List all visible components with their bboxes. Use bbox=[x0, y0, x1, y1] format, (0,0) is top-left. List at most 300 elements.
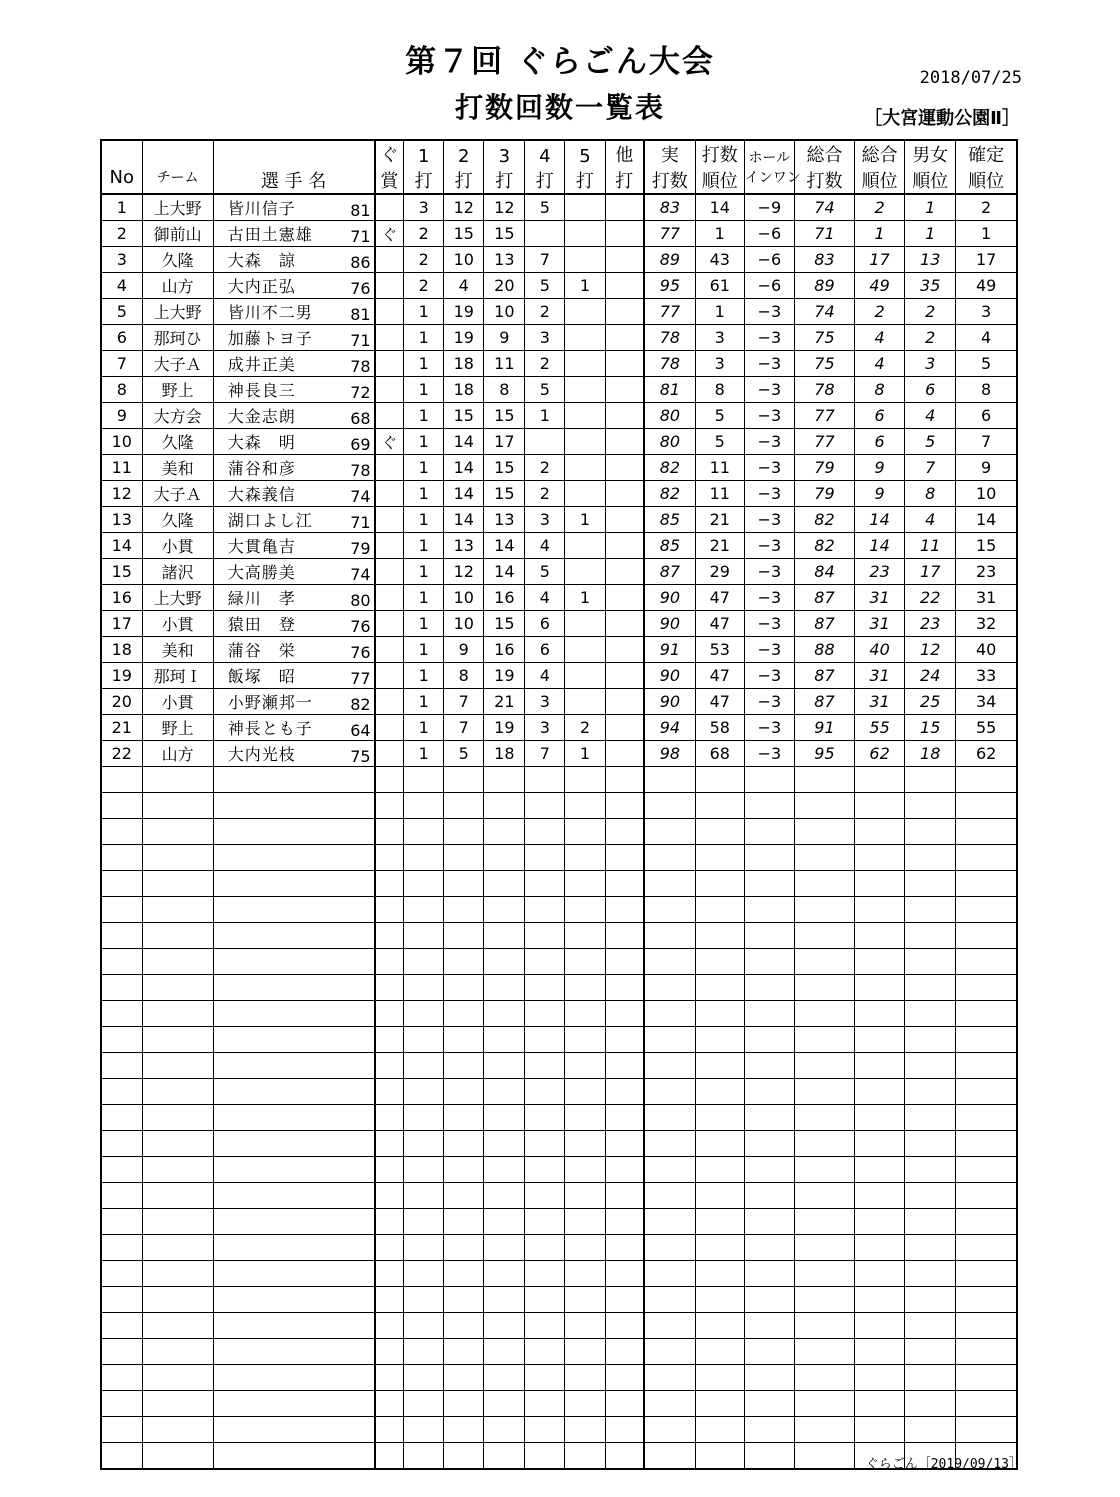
cell-other bbox=[605, 689, 644, 715]
cell-total bbox=[794, 1209, 854, 1235]
cell-gender: 11 bbox=[905, 533, 956, 559]
cell-s4 bbox=[525, 1417, 565, 1443]
cell-s3 bbox=[484, 819, 525, 845]
cell-gu bbox=[375, 351, 404, 377]
cell-s3 bbox=[484, 1313, 525, 1339]
cell-name bbox=[213, 1417, 345, 1443]
cell-gu bbox=[375, 637, 404, 663]
cell-gender bbox=[905, 1157, 956, 1183]
cell-s5 bbox=[565, 194, 605, 221]
cell-s3: 15 bbox=[484, 403, 525, 429]
empty-row bbox=[101, 1287, 1017, 1313]
cell-s5 bbox=[565, 1235, 605, 1261]
cell-total: 75 bbox=[794, 325, 854, 351]
cell-s1 bbox=[404, 1027, 444, 1053]
cell-totalrank bbox=[855, 1287, 905, 1313]
cell-no bbox=[101, 1365, 142, 1391]
cell-s1: 1 bbox=[404, 325, 444, 351]
cell-s2 bbox=[444, 845, 484, 871]
cell-age bbox=[346, 871, 375, 897]
cell-hio: −3 bbox=[744, 533, 794, 559]
cell-other bbox=[605, 299, 644, 325]
cell-s4 bbox=[525, 1105, 565, 1131]
cell-no bbox=[101, 1339, 142, 1365]
cell-s3: 14 bbox=[484, 533, 525, 559]
cell-total bbox=[794, 1027, 854, 1053]
cell-s4 bbox=[525, 1313, 565, 1339]
cell-s5 bbox=[565, 1105, 605, 1131]
table-row bbox=[101, 403, 1017, 429]
empty-row bbox=[101, 1105, 1017, 1131]
cell-total: 77 bbox=[794, 429, 854, 455]
cell-s2 bbox=[444, 949, 484, 975]
cell-s4: 6 bbox=[525, 611, 565, 637]
cell-s1: 1 bbox=[404, 637, 444, 663]
cell-s4: 2 bbox=[525, 351, 565, 377]
cell-strokerank: 3 bbox=[695, 325, 744, 351]
cell-strokerank bbox=[695, 1079, 744, 1105]
cell-gender: 8 bbox=[905, 481, 956, 507]
cell-team: 那珂Ｉ bbox=[142, 663, 213, 689]
cell-name: 大内光枝 bbox=[213, 741, 345, 767]
cell-gender bbox=[905, 1027, 956, 1053]
cell-final: 4 bbox=[956, 325, 1017, 351]
cell-s2: 10 bbox=[444, 585, 484, 611]
cell-no bbox=[101, 1183, 142, 1209]
cell-name bbox=[213, 1391, 345, 1417]
cell-s3 bbox=[484, 1339, 525, 1365]
cell-actual bbox=[644, 845, 695, 871]
cell-team bbox=[142, 1417, 213, 1443]
cell-final bbox=[956, 1261, 1017, 1287]
cell-gender bbox=[905, 1183, 956, 1209]
cell-s2 bbox=[444, 1417, 484, 1443]
cell-team bbox=[142, 1027, 213, 1053]
cell-age: 77 bbox=[346, 663, 375, 689]
cell-s2 bbox=[444, 1287, 484, 1313]
cell-no bbox=[101, 1443, 142, 1470]
cell-other bbox=[605, 325, 644, 351]
cell-s3 bbox=[484, 1235, 525, 1261]
cell-s3: 17 bbox=[484, 429, 525, 455]
cell-hio bbox=[744, 1261, 794, 1287]
cell-hio: −3 bbox=[744, 299, 794, 325]
cell-age bbox=[346, 793, 375, 819]
cell-s4 bbox=[525, 845, 565, 871]
cell-final: 17 bbox=[956, 247, 1017, 273]
cell-s4: 6 bbox=[525, 637, 565, 663]
cell-no: 8 bbox=[101, 377, 142, 403]
cell-s2: 4 bbox=[444, 273, 484, 299]
cell-totalrank: 31 bbox=[855, 663, 905, 689]
cell-totalrank bbox=[855, 1391, 905, 1417]
cell-actual: 80 bbox=[644, 429, 695, 455]
table-row bbox=[101, 481, 1017, 507]
cell-s3 bbox=[484, 1105, 525, 1131]
cell-s4: 4 bbox=[525, 533, 565, 559]
cell-s4 bbox=[525, 1261, 565, 1287]
cell-s1 bbox=[404, 1183, 444, 1209]
cell-total: 78 bbox=[794, 377, 854, 403]
cell-s2: 5 bbox=[444, 741, 484, 767]
cell-s4: 5 bbox=[525, 559, 565, 585]
cell-s4 bbox=[525, 1183, 565, 1209]
table-row bbox=[101, 299, 1017, 325]
cell-name bbox=[213, 1443, 345, 1470]
cell-strokerank: 43 bbox=[695, 247, 744, 273]
cell-name: 加藤トヨ子 bbox=[213, 325, 345, 351]
cell-total: 87 bbox=[794, 689, 854, 715]
cell-hio: −6 bbox=[744, 247, 794, 273]
cell-no bbox=[101, 1001, 142, 1027]
cell-actual: 83 bbox=[644, 194, 695, 221]
cell-final bbox=[956, 1131, 1017, 1157]
cell-s2: 12 bbox=[444, 194, 484, 221]
cell-age: 78 bbox=[346, 351, 375, 377]
cell-total bbox=[794, 897, 854, 923]
cell-s2 bbox=[444, 819, 484, 845]
cell-hio: −6 bbox=[744, 221, 794, 247]
cell-s1 bbox=[404, 767, 444, 793]
cell-s5 bbox=[565, 1183, 605, 1209]
cell-team bbox=[142, 1079, 213, 1105]
cell-s3 bbox=[484, 793, 525, 819]
venue-label: ［大宮運動公園Ⅱ］ bbox=[864, 108, 1020, 129]
cell-gender bbox=[905, 819, 956, 845]
cell-totalrank bbox=[855, 1053, 905, 1079]
cell-totalrank: 6 bbox=[855, 403, 905, 429]
cell-total bbox=[794, 793, 854, 819]
cell-age bbox=[346, 923, 375, 949]
col-s3-top: 3 bbox=[484, 140, 525, 167]
col-strokerank-top: 打数 bbox=[695, 140, 744, 167]
cell-s2 bbox=[444, 1235, 484, 1261]
cell-s4: 3 bbox=[525, 325, 565, 351]
cell-s5 bbox=[565, 1209, 605, 1235]
cell-s5: 2 bbox=[565, 715, 605, 741]
cell-team bbox=[142, 1443, 213, 1470]
cell-s1: 2 bbox=[404, 221, 444, 247]
cell-totalrank bbox=[855, 1183, 905, 1209]
col-s3-bot: 打 bbox=[484, 167, 525, 194]
cell-hio bbox=[744, 1157, 794, 1183]
cell-total bbox=[794, 1287, 854, 1313]
cell-team bbox=[142, 1365, 213, 1391]
cell-s1: 1 bbox=[404, 533, 444, 559]
cell-totalrank bbox=[855, 1261, 905, 1287]
table-row bbox=[101, 637, 1017, 663]
cell-strokerank bbox=[695, 819, 744, 845]
cell-s1: 1 bbox=[404, 481, 444, 507]
cell-total: 79 bbox=[794, 481, 854, 507]
cell-s4 bbox=[525, 793, 565, 819]
cell-s1: 1 bbox=[404, 689, 444, 715]
cell-other bbox=[605, 455, 644, 481]
cell-s5: 1 bbox=[565, 741, 605, 767]
table-row bbox=[101, 663, 1017, 689]
cell-other bbox=[605, 1417, 644, 1443]
cell-s5 bbox=[565, 1131, 605, 1157]
cell-s1 bbox=[404, 1287, 444, 1313]
cell-totalrank bbox=[855, 1339, 905, 1365]
table-row bbox=[101, 611, 1017, 637]
cell-name bbox=[213, 845, 345, 871]
cell-totalrank: 55 bbox=[855, 715, 905, 741]
cell-strokerank: 3 bbox=[695, 351, 744, 377]
cell-hio bbox=[744, 1339, 794, 1365]
cell-strokerank bbox=[695, 1261, 744, 1287]
cell-s2 bbox=[444, 1027, 484, 1053]
cell-s3 bbox=[484, 1183, 525, 1209]
cell-s5 bbox=[565, 767, 605, 793]
cell-s4 bbox=[525, 871, 565, 897]
cell-gu bbox=[375, 533, 404, 559]
cell-actual bbox=[644, 1287, 695, 1313]
cell-actual: 77 bbox=[644, 299, 695, 325]
cell-no: 2 bbox=[101, 221, 142, 247]
cell-strokerank bbox=[695, 1365, 744, 1391]
cell-age: 72 bbox=[346, 377, 375, 403]
cell-actual bbox=[644, 767, 695, 793]
table-body bbox=[101, 194, 1017, 1469]
cell-s3 bbox=[484, 871, 525, 897]
cell-totalrank bbox=[855, 793, 905, 819]
cell-gender bbox=[905, 1131, 956, 1157]
cell-s3: 11 bbox=[484, 351, 525, 377]
cell-gender: 12 bbox=[905, 637, 956, 663]
cell-hio bbox=[744, 871, 794, 897]
col-gu-bot: 賞 bbox=[375, 167, 404, 194]
cell-s1 bbox=[404, 1443, 444, 1470]
cell-hio: −6 bbox=[744, 273, 794, 299]
cell-actual: 81 bbox=[644, 377, 695, 403]
cell-gu bbox=[375, 377, 404, 403]
cell-strokerank: 53 bbox=[695, 637, 744, 663]
cell-gu bbox=[375, 1261, 404, 1287]
cell-no: 9 bbox=[101, 403, 142, 429]
cell-no: 21 bbox=[101, 715, 142, 741]
cell-s1: 1 bbox=[404, 559, 444, 585]
cell-age: 74 bbox=[346, 559, 375, 585]
cell-other bbox=[605, 949, 644, 975]
cell-totalrank: 14 bbox=[855, 507, 905, 533]
cell-total: 91 bbox=[794, 715, 854, 741]
cell-team: 美和 bbox=[142, 455, 213, 481]
cell-hio: −3 bbox=[744, 689, 794, 715]
cell-strokerank: 47 bbox=[695, 689, 744, 715]
cell-gu bbox=[375, 1443, 404, 1470]
empty-row bbox=[101, 845, 1017, 871]
cell-age: 74 bbox=[346, 481, 375, 507]
cell-final: 15 bbox=[956, 533, 1017, 559]
table-row bbox=[101, 351, 1017, 377]
cell-actual bbox=[644, 1079, 695, 1105]
cell-gu bbox=[375, 507, 404, 533]
cell-s5 bbox=[565, 1053, 605, 1079]
cell-final bbox=[956, 793, 1017, 819]
cell-hio: −3 bbox=[744, 611, 794, 637]
cell-team: 那珂ひ bbox=[142, 325, 213, 351]
cell-age bbox=[346, 1313, 375, 1339]
col-final-bot: 順位 bbox=[956, 167, 1017, 194]
col-s2-bot: 打 bbox=[444, 167, 484, 194]
cell-gu bbox=[375, 1339, 404, 1365]
cell-s3 bbox=[484, 949, 525, 975]
cell-other bbox=[605, 663, 644, 689]
cell-gu bbox=[375, 1313, 404, 1339]
cell-final: 5 bbox=[956, 351, 1017, 377]
cell-s3 bbox=[484, 1131, 525, 1157]
cell-strokerank bbox=[695, 845, 744, 871]
cell-strokerank bbox=[695, 767, 744, 793]
cell-s4: 2 bbox=[525, 299, 565, 325]
cell-other bbox=[605, 351, 644, 377]
cell-final: 23 bbox=[956, 559, 1017, 585]
cell-hio: −3 bbox=[744, 741, 794, 767]
cell-actual bbox=[644, 1105, 695, 1131]
cell-actual bbox=[644, 871, 695, 897]
cell-total: 83 bbox=[794, 247, 854, 273]
cell-name bbox=[213, 793, 345, 819]
cell-name bbox=[213, 1053, 345, 1079]
cell-team: 小貫 bbox=[142, 611, 213, 637]
cell-actual bbox=[644, 793, 695, 819]
cell-strokerank: 68 bbox=[695, 741, 744, 767]
cell-gender bbox=[905, 1209, 956, 1235]
cell-total: 74 bbox=[794, 299, 854, 325]
cell-gu bbox=[375, 1079, 404, 1105]
cell-team: 山方 bbox=[142, 273, 213, 299]
cell-other bbox=[605, 273, 644, 299]
cell-other bbox=[605, 819, 644, 845]
cell-s5 bbox=[565, 1001, 605, 1027]
cell-hio bbox=[744, 1365, 794, 1391]
cell-age bbox=[346, 1183, 375, 1209]
cell-gender: 25 bbox=[905, 689, 956, 715]
cell-name bbox=[213, 1131, 345, 1157]
cell-strokerank bbox=[695, 1417, 744, 1443]
table-row bbox=[101, 455, 1017, 481]
cell-age: 76 bbox=[346, 637, 375, 663]
cell-no bbox=[101, 845, 142, 871]
cell-gu bbox=[375, 559, 404, 585]
cell-age: 80 bbox=[346, 585, 375, 611]
page-subtitle: 打数回数一覧表 bbox=[454, 91, 665, 124]
cell-gu bbox=[375, 819, 404, 845]
cell-no bbox=[101, 975, 142, 1001]
cell-s3 bbox=[484, 1261, 525, 1287]
cell-gender bbox=[905, 845, 956, 871]
cell-no bbox=[101, 871, 142, 897]
cell-s1 bbox=[404, 1235, 444, 1261]
cell-hio: −3 bbox=[744, 663, 794, 689]
cell-age: 76 bbox=[346, 611, 375, 637]
cell-final: 34 bbox=[956, 689, 1017, 715]
cell-no bbox=[101, 767, 142, 793]
cell-s3 bbox=[484, 1365, 525, 1391]
cell-s4: 2 bbox=[525, 455, 565, 481]
cell-other bbox=[605, 1261, 644, 1287]
cell-name bbox=[213, 1287, 345, 1313]
cell-final: 2 bbox=[956, 194, 1017, 221]
cell-total bbox=[794, 1313, 854, 1339]
cell-strokerank: 58 bbox=[695, 715, 744, 741]
cell-no bbox=[101, 1313, 142, 1339]
cell-s4 bbox=[525, 221, 565, 247]
cell-s5: 1 bbox=[565, 273, 605, 299]
cell-s1 bbox=[404, 1339, 444, 1365]
col-team-top bbox=[142, 140, 213, 167]
cell-other bbox=[605, 533, 644, 559]
cell-strokerank: 21 bbox=[695, 533, 744, 559]
cell-totalrank bbox=[855, 1131, 905, 1157]
cell-gender: 5 bbox=[905, 429, 956, 455]
cell-actual bbox=[644, 1391, 695, 1417]
cell-s5 bbox=[565, 533, 605, 559]
cell-team: 小貫 bbox=[142, 533, 213, 559]
table-row bbox=[101, 194, 1017, 221]
empty-row bbox=[101, 1157, 1017, 1183]
cell-hio: −3 bbox=[744, 351, 794, 377]
cell-team: 上大野 bbox=[142, 299, 213, 325]
cell-actual: 94 bbox=[644, 715, 695, 741]
cell-s3: 19 bbox=[484, 715, 525, 741]
table-row bbox=[101, 741, 1017, 767]
col-gu-top: ぐ bbox=[375, 140, 404, 167]
cell-s2 bbox=[444, 1053, 484, 1079]
cell-s2 bbox=[444, 975, 484, 1001]
cell-s3: 8 bbox=[484, 377, 525, 403]
cell-age: 64 bbox=[346, 715, 375, 741]
cell-age bbox=[346, 1209, 375, 1235]
cell-s5 bbox=[565, 559, 605, 585]
cell-s5: 1 bbox=[565, 585, 605, 611]
cell-s2: 15 bbox=[444, 403, 484, 429]
cell-s3: 10 bbox=[484, 299, 525, 325]
empty-row bbox=[101, 1027, 1017, 1053]
cell-strokerank: 8 bbox=[695, 377, 744, 403]
cell-s5 bbox=[565, 377, 605, 403]
cell-gender: 7 bbox=[905, 455, 956, 481]
cell-gu bbox=[375, 975, 404, 1001]
cell-hio bbox=[744, 1131, 794, 1157]
cell-s3: 13 bbox=[484, 247, 525, 273]
empty-row bbox=[101, 767, 1017, 793]
cell-age bbox=[346, 845, 375, 871]
col-totalrank-bot: 順位 bbox=[855, 167, 905, 194]
cell-final bbox=[956, 1417, 1017, 1443]
cell-age: 82 bbox=[346, 689, 375, 715]
cell-s2: 18 bbox=[444, 351, 484, 377]
cell-team bbox=[142, 1261, 213, 1287]
cell-strokerank bbox=[695, 1105, 744, 1131]
cell-total bbox=[794, 1053, 854, 1079]
cell-other bbox=[605, 1339, 644, 1365]
cell-actual bbox=[644, 1183, 695, 1209]
cell-s1 bbox=[404, 1365, 444, 1391]
cell-other bbox=[605, 507, 644, 533]
cell-s3 bbox=[484, 1001, 525, 1027]
cell-no: 3 bbox=[101, 247, 142, 273]
cell-s4: 3 bbox=[525, 507, 565, 533]
cell-strokerank: 29 bbox=[695, 559, 744, 585]
empty-row bbox=[101, 1313, 1017, 1339]
cell-final bbox=[956, 1391, 1017, 1417]
cell-final bbox=[956, 1209, 1017, 1235]
cell-other bbox=[605, 923, 644, 949]
col-gender-bot: 順位 bbox=[905, 167, 956, 194]
cell-gender: 3 bbox=[905, 351, 956, 377]
